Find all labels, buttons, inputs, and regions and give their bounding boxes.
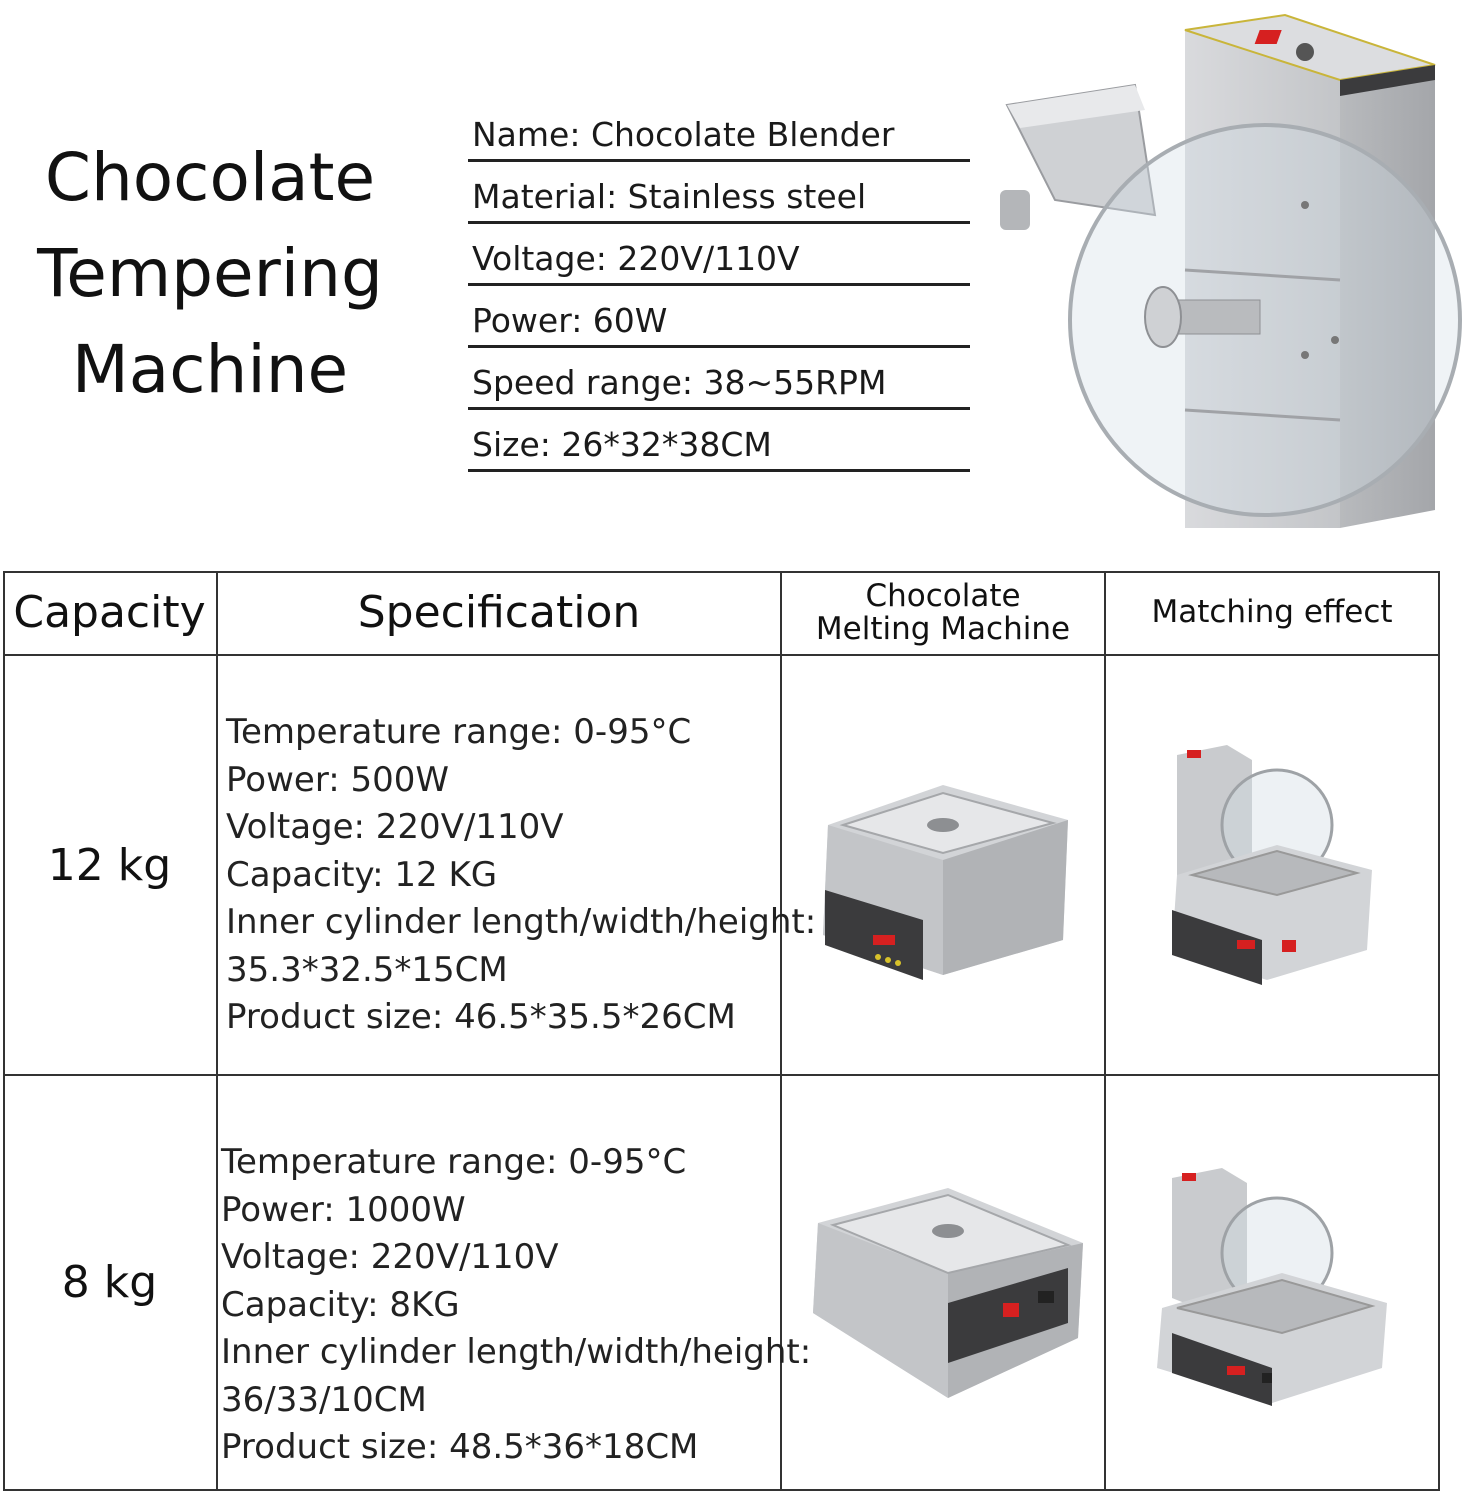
spec-line: Product size: 46.5*35.5*26CM xyxy=(226,997,736,1037)
spec-text: Power: 60W xyxy=(472,301,668,340)
row-2-capacity: 8 kg xyxy=(3,1076,218,1491)
title-line-1: Chocolate xyxy=(44,139,376,216)
spec-line: Inner cylinder length/width/height: xyxy=(226,902,817,942)
spec-list xyxy=(468,100,970,472)
row-1-capacity: 12 kg xyxy=(3,656,218,1076)
spec-text: Voltage: 220V/110V xyxy=(472,239,800,278)
spec-line: 35.3*32.5*15CM xyxy=(226,949,508,990)
spec-line: Inner cylinder length/width/height: xyxy=(221,1332,812,1372)
spec-line: Voltage: 220V/110V xyxy=(221,1237,559,1277)
header-matching-effect: Matching effect xyxy=(1106,571,1440,656)
spec-item xyxy=(468,348,970,410)
spec-line: 36/33/10CM xyxy=(221,1379,427,1420)
product-title xyxy=(20,130,400,418)
title-line-3: Machine xyxy=(71,331,349,408)
spec-item xyxy=(468,100,970,162)
spec-item xyxy=(468,162,970,224)
row-1-matching-effect-image xyxy=(1106,656,1440,1076)
row-2-specs xyxy=(218,1076,812,1491)
spec-line: Voltage: 220V/110V xyxy=(226,807,564,847)
row-1-specs xyxy=(218,656,817,1076)
row-1-melting-machine-image xyxy=(782,656,1106,1076)
spec-text: Speed range: 38~55RPM xyxy=(472,363,887,402)
matching-effect-8kg-illustration xyxy=(1152,1158,1392,1408)
row-2-melting-machine-image xyxy=(782,1076,1106,1491)
spec-item xyxy=(468,410,970,472)
header-melting-line-1: Chocolate xyxy=(865,577,1021,614)
spec-line: Capacity: 12 KG xyxy=(226,854,498,895)
divider xyxy=(468,469,970,472)
header-capacity: Capacity xyxy=(3,571,218,656)
header-melting-machine xyxy=(782,571,1106,656)
title-line-2: Tempering xyxy=(37,235,383,312)
tempering-machine-illustration xyxy=(995,10,1475,528)
spec-line: Temperature range: 0-95°C xyxy=(226,712,692,752)
melting-machine-12kg-illustration xyxy=(803,745,1083,985)
spec-line: Power: 1000W xyxy=(221,1189,466,1230)
spec-item xyxy=(468,224,970,286)
spec-text: Size: 26*32*38CM xyxy=(472,425,772,464)
spec-line: Power: 500W xyxy=(226,759,449,800)
matching-effect-12kg-illustration xyxy=(1157,735,1387,995)
spec-line: Temperature range: 0-95°C xyxy=(221,1142,687,1182)
tempering-machine-image xyxy=(995,10,1475,528)
spec-line: Product size: 48.5*36*18CM xyxy=(221,1427,699,1467)
comparison-table xyxy=(3,571,1440,1491)
melting-machine-8kg-illustration xyxy=(798,1163,1088,1403)
header-melting-line-2: Melting Machine xyxy=(815,610,1071,647)
header-specification: Specification xyxy=(218,571,782,656)
spec-line: Capacity: 8KG xyxy=(221,1284,460,1325)
spec-item xyxy=(468,286,970,348)
row-2-matching-effect-image xyxy=(1106,1076,1440,1491)
spec-text: Name: Chocolate Blender xyxy=(472,115,895,154)
spec-text: Material: Stainless steel xyxy=(472,177,867,216)
